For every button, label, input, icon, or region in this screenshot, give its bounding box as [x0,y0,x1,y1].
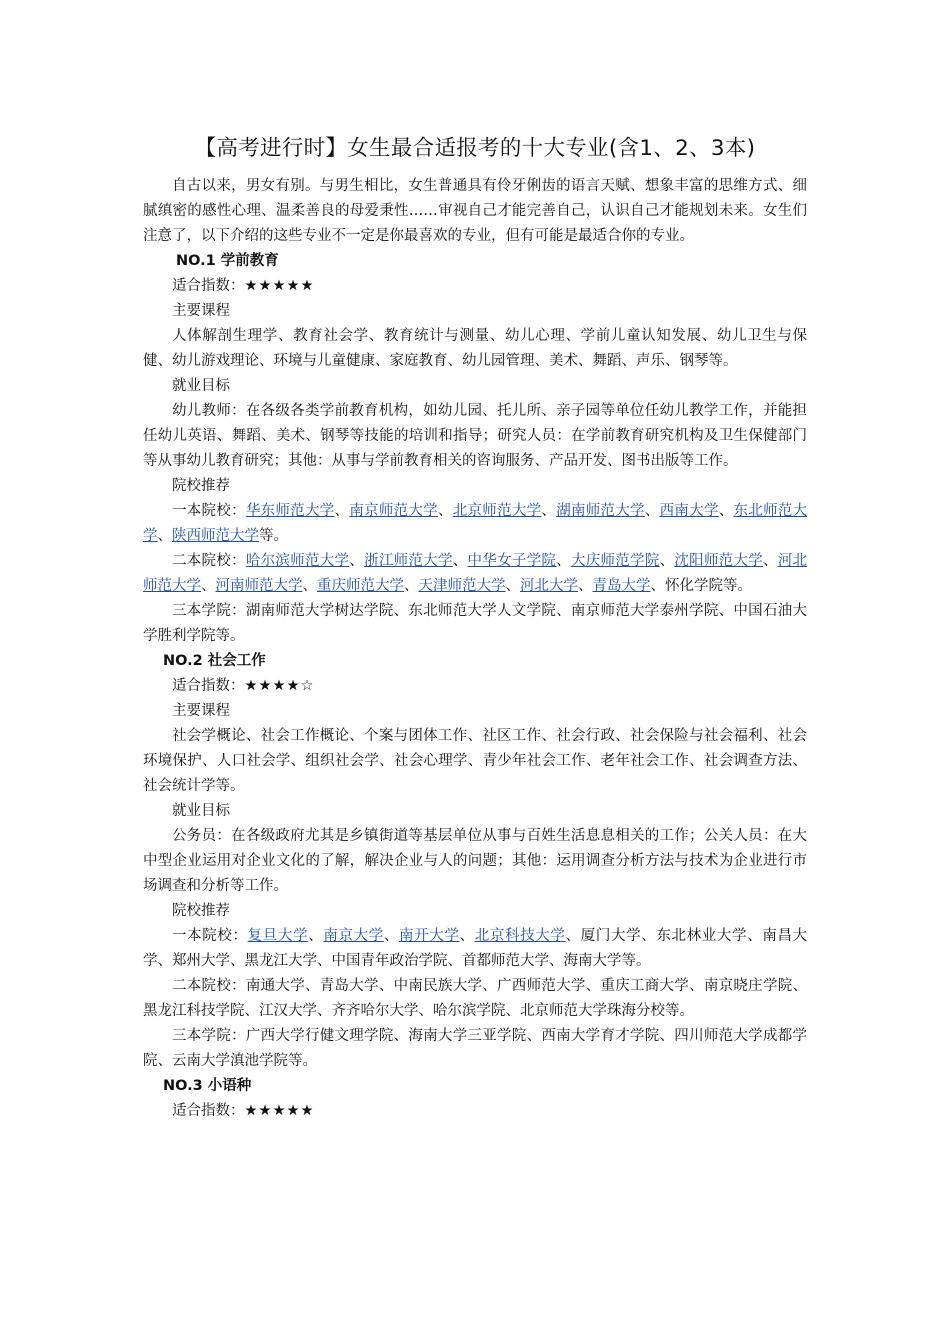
rating-line [143,1099,807,1124]
school-link[interactable]: 重庆师范大学 [317,578,404,594]
school-link[interactable]: 华东师范大学 [245,503,335,519]
jobs-label: 就业目标 [172,378,230,394]
school-link[interactable]: 浙江师范大学 [364,553,453,569]
rating-stars: ★★★★★ [244,1103,315,1119]
school-link[interactable]: 南京大学 [323,928,384,944]
section-2 [143,649,807,1074]
section-heading: NO.2 社会工作 [163,653,266,669]
courses-text: 社会学概论、社会工作概论、个案与团体工作、社区工作、社会行政、社会保险与社会福利、社会环境保护、人口社会学、组织社会学、社会心理学、青少年社会工作、老年社会工作、社会调查方法、社会统计学等。 [143,728,807,794]
school-link[interactable]: 河北大学 [520,578,578,594]
jobs-text: 公务员：在各级政府尤其是乡镇街道等基层单位从事与百姓生活息息相关的工作；公关人员：在大中型企业运用对企业文化的了解，解决企业与人的问题；其他：运用调查分析方法与技术为企业进行市场调查和分析等工作。 [143,828,807,894]
tier3-schools: 三本学院：湖南师范大学树达学院、东北师范大学人文学院、南京师范大学泰州学院、中国石油大学胜利学院等。 [143,603,807,644]
school-link[interactable]: 河北师范大学 [143,553,808,594]
tier-end: 等。 [259,528,288,544]
school-name: 南昌大学 [143,928,808,969]
section-3 [143,1074,807,1124]
section-heading: NO.3 小语种 [163,1078,252,1094]
tier1-schools: 一本院校：华东师范大学、南京师范大学、北京师范大学、湖南师范大学、西南大学、东北师范大学、陕西师范大学等。 [143,503,808,544]
courses-text: 人体解剖生理学、教育社会学、教育统计与测量、幼儿心理、学前儿童认知发展、幼儿卫生与保健、幼儿游戏理论、环境与儿童健康、家庭教育、幼儿园管理、美术、舞蹈、声乐、钢琴等。 [143,328,807,369]
school-link[interactable]: 北京科技大学 [474,928,566,944]
school-name: 中国青年政治学院 [331,953,448,969]
school-name: 东北林业大学 [656,928,748,944]
school-link[interactable]: 南京师范大学 [349,503,438,519]
school-name: 首都师范大学 [462,953,549,969]
schools-label: 院校推荐 [172,478,230,494]
tier1-schools: 一本院校：复旦大学、南京大学、南开大学、北京科技大学、厦门大学、东北林业大学、南昌大学、郑州大学、黑龙江大学、中国青年政治学院、首都师范大学、海南大学等。 [143,928,808,969]
school-link[interactable]: 天津师范大学 [418,578,506,594]
school-link[interactable]: 南开大学 [399,928,460,944]
school-link[interactable]: 中华女子学院 [467,553,557,569]
school-link[interactable]: 陕西师范大学 [172,528,259,544]
tier-end: 等。 [723,578,752,594]
school-link[interactable]: 大庆师范学院 [570,553,660,569]
school-name: 郑州大学 [172,953,230,969]
document-title: 【高考进行时】女生最合适报考的十大专业(含1、2、3本) [194,136,756,161]
courses-label: 主要课程 [172,703,230,719]
school-link[interactable]: 青岛大学 [592,578,651,594]
rating-line [143,274,807,299]
school-link[interactable]: 哈尔滨师范大学 [245,553,350,569]
rating-label: 适合指数： [172,1103,245,1119]
jobs-label: 就业目标 [172,803,230,819]
school-name: 海南大学 [563,953,622,969]
school-link[interactable]: 东北师范大学 [143,503,808,544]
courses-label: 主要课程 [172,303,230,319]
tier-label: 二本院校： [172,553,246,569]
school-link[interactable]: 河南师范大学 [215,578,303,594]
tier-label: 一本院校： [172,928,248,944]
school-link[interactable]: 复旦大学 [247,928,309,944]
school-name: 厦门大学 [580,928,642,944]
rating-stars: ★★★★★ [244,278,315,294]
tier3-schools: 三本学院：广西大学行健文理学院、海南大学三亚学院、西南大学育才学院、四川师范大学成都学院、云南大学滇池学院等。 [143,1028,807,1069]
school-link[interactable]: 西南大学 [659,503,719,519]
intro-paragraph: 自古以来，男女有别。与男生相比，女生普通具有伶牙俐齿的语言天赋、想象丰富的思维方式、细腻缜密的感性心理、温柔善良的母爱秉性……审视自己才能完善自己，认识自己才能规划未来。女生们注意了，以下介绍的这些专业不一定是你最喜欢的专业，但有可能是最适合你的专业。 [143,178,807,244]
school-link[interactable]: 北京师范大学 [452,503,542,519]
tier2-schools: 二本院校：哈尔滨师范大学、浙江师范大学、中华女子学院、大庆师范学院、沈阳师范大学、河北师范大学、河南师范大学、重庆师范大学、天津师范大学、河北大学、青岛大学、怀化学院等。 [143,553,808,594]
tier2-schools: 二本院校：南通大学、青岛大学、中南民族大学、广西师范大学、重庆工商大学、南京晓庄学院、黑龙江科技学院、江汉大学、齐齐哈尔大学、哈尔滨学院、北京师范大学珠海分校等。 [143,978,807,1019]
section-heading: NO.1 学前教育 [176,253,279,269]
schools-label: 院校推荐 [172,903,230,919]
school-name: 黑龙江大学 [244,953,317,969]
tier-label: 一本院校： [172,503,246,519]
rating-label: 适合指数： [172,278,245,294]
jobs-text: 幼儿教师：在各级各类学前教育机构，如幼儿园、托儿所、亲子园等单位任幼儿教学工作，并能担任幼儿英语、舞蹈、美术、钢琴等技能的培训和指导；研究人员：在学前教育研究机构及卫生保健部门等从事幼儿教育研究；其他：从事与学前教育相关的咨询服务、产品开发、图书出版等工作。 [143,403,807,469]
rating-stars: ★★★★☆ [244,678,315,694]
school-name: 怀化学院 [665,578,723,594]
rating-label: 适合指数： [172,678,245,694]
section-1 [143,249,807,649]
tier-end: 等。 [621,953,651,969]
school-link[interactable]: 湖南师范大学 [556,503,645,519]
school-link[interactable]: 沈阳师范大学 [674,553,764,569]
rating-line [143,674,807,699]
